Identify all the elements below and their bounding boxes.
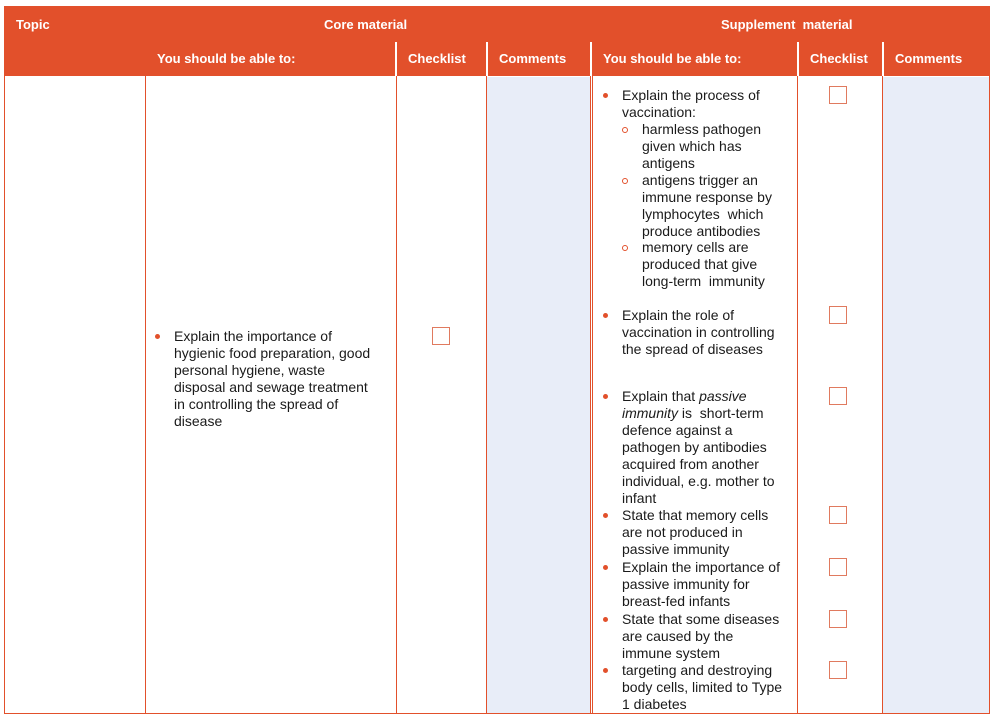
bullet-icon <box>603 668 608 673</box>
bullet-icon <box>603 93 608 98</box>
table-border-left <box>4 76 5 714</box>
supp-vaccination-sub2: antigens trigger an immune response by lymphocytes which produce antibodies <box>642 172 772 239</box>
supp-role-text: Explain the role of vaccination in controlling the spread of diseases <box>622 307 775 357</box>
bullet-icon <box>603 394 608 399</box>
table-border-bottom <box>4 713 990 714</box>
supp-diseases-text: State that some diseases are caused by the immune system <box>622 611 780 661</box>
column-divider <box>882 76 883 714</box>
supp-targeting-text: targeting and destroying body cells, limited to Type 1 diabetes <box>622 662 783 712</box>
core-checklist-checkbox[interactable] <box>432 327 450 345</box>
bullet-icon <box>603 617 608 622</box>
supp-comments-cell[interactable] <box>883 77 989 713</box>
header-divider <box>395 42 397 76</box>
supp-vaccination-checkbox[interactable] <box>829 86 847 104</box>
supp-vaccination-sub1: harmless pathogen given which has antigens <box>642 121 762 171</box>
sub-bullet-icon <box>622 178 628 184</box>
header-divider <box>486 42 488 76</box>
header-supplement-material: Supplement material <box>721 17 853 32</box>
header-divider <box>590 42 592 76</box>
supp-breastfed-checkbox[interactable] <box>829 558 847 576</box>
core-item-text: Explain the importance of hygienic food preparation, good personal hygiene, waste disposal and sewage treatment in controlling the spread of disease <box>174 328 371 429</box>
supp-role-checkbox[interactable] <box>829 306 847 324</box>
header-supp-checklist: Checklist <box>810 51 868 66</box>
column-divider <box>592 76 593 714</box>
header-divider <box>797 42 799 76</box>
supp-passive-text: Explain that passive immunity is short-term defence against a pathogen by antibodies acquired from another individual, e.g. mother to infant <box>622 388 775 506</box>
column-divider <box>396 76 397 714</box>
column-divider <box>797 76 798 714</box>
bullet-icon <box>603 313 608 318</box>
column-divider <box>486 76 487 714</box>
header-divider <box>882 42 884 76</box>
supp-vaccination-text: Explain the process of vaccination: <box>622 87 760 120</box>
header-core-able: You should be able to: <box>157 51 296 66</box>
bullet-icon <box>603 565 608 570</box>
sub-bullet-icon <box>622 127 628 133</box>
supp-vaccination-sub3: memory cells are produced that give long-term immunity <box>642 239 765 289</box>
header-supp-comments: Comments <box>895 51 963 66</box>
supp-breastfed-text: Explain the importance of passive immunity for breast-fed infants <box>622 559 780 609</box>
header-core-material: Core material <box>324 17 408 32</box>
table-border-right <box>989 76 990 714</box>
supp-passive-checkbox[interactable] <box>829 387 847 405</box>
core-comments-cell[interactable] <box>487 77 590 713</box>
sub-bullet-icon <box>622 245 628 251</box>
bullet-icon <box>155 334 160 339</box>
supp-memory-checkbox[interactable] <box>829 506 847 524</box>
supp-memory-text: State that memory cells are not produced in passive immunity <box>622 507 769 557</box>
supp-targeting-checkbox[interactable] <box>829 661 847 679</box>
column-divider <box>145 76 146 714</box>
bullet-icon <box>603 513 608 518</box>
header-core-checklist: Checklist <box>408 51 466 66</box>
supp-diseases-checkbox[interactable] <box>829 610 847 628</box>
header-supp-able: You should be able to: <box>603 51 742 66</box>
column-divider <box>590 76 591 714</box>
header-topic: Topic <box>16 17 50 32</box>
header-core-comments: Comments <box>499 51 567 66</box>
